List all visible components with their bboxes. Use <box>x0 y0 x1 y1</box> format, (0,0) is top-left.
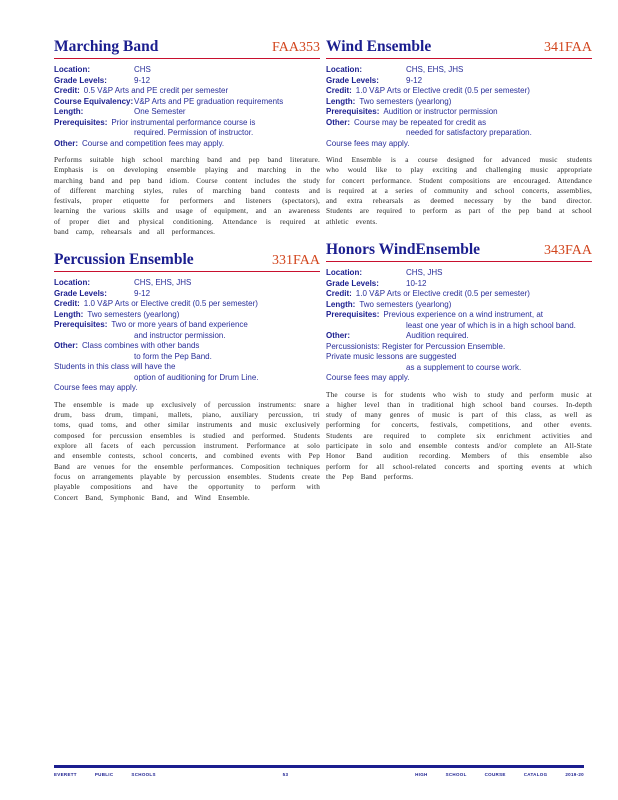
prerequisites-label: Prerequisites: <box>54 320 108 330</box>
location-label: Location: <box>54 65 90 74</box>
note-line: Private music lessons are suggested <box>326 352 457 362</box>
course-code: FAA353 <box>272 40 320 55</box>
credit-label: Credit: <box>326 289 352 299</box>
credit-value: 1.0 V&P Arts or Elective credit (0.5 per semester) <box>355 289 530 299</box>
location-value: CHS, EHS, JHS <box>134 278 192 288</box>
location-label: Location: <box>326 65 362 74</box>
prerequisites-label: Prerequisites: <box>54 117 108 127</box>
other-label: Other: <box>326 331 350 341</box>
course-meta <box>54 65 320 149</box>
course-header <box>54 38 320 59</box>
prerequisites-continued: least one year of which is in a high school band. <box>406 320 576 330</box>
note-line: Percussionists: Register for Percussion Ensemble. <box>326 341 506 351</box>
footer-word: HIGH <box>415 772 428 777</box>
course-header <box>326 38 592 59</box>
footer-word: COURSE <box>484 772 506 777</box>
course-equivalency-value: V&P Arts and PE graduation requirements <box>134 96 284 106</box>
footer-word: PUBLIC <box>94 772 114 777</box>
footer-word: SCHOOL <box>445 772 467 777</box>
location-label: Location: <box>54 278 90 288</box>
grade-levels-value: 9-12 <box>406 75 423 85</box>
course-meta <box>326 65 592 149</box>
course-description: The ensemble is made up exclusively of percussion instruments: snare drum, bass drum, timpani, mallets, piano, auxiliary percussion, tri toms, quad toms, and other similar instruments and music exclusively composed for percussion ensembles is studied and performed. Students explore all facets of each percussion instrument. Performance at solo and ensemble contests, school concerts, and combined events with Pep Band are venues for the ensemble performances. Composition techniques focus on arrangements playable by percussion ensembles. Students create playable compositions and have the opportunity to perform with Concert Band, Symphonic Band, and Wind Ensemble. <box>54 400 320 502</box>
course-title: Percussion Ensemble <box>54 251 194 269</box>
page-number: 53 <box>282 772 289 777</box>
course-header <box>326 241 592 262</box>
prerequisites-value: Prior instrumental performance course is <box>111 117 256 127</box>
location-value: CHS, JHS <box>406 268 443 278</box>
course-equivalency-label: Course Equivalency: <box>54 96 134 106</box>
course-title: Wind Ensemble <box>326 38 432 55</box>
credit-value: 0.5 V&P Arts and PE credit per semester <box>83 86 229 95</box>
footer-word: EVERETT <box>54 772 77 777</box>
note-continued: as a supplement to course work. <box>406 362 522 372</box>
other-value: Class combines with other bands <box>82 341 200 351</box>
credit-label: Credit: <box>54 299 80 309</box>
prerequisites-value: Previous experience on a wind instrument, at <box>383 310 543 320</box>
length-value: Two semesters (yearlong) <box>359 96 452 106</box>
course-meta <box>326 268 592 384</box>
page-footer <box>54 765 584 777</box>
length-value: Two semesters (yearlong) <box>359 299 452 309</box>
grade-levels-value: 9-12 <box>134 75 151 85</box>
other-continued: needed for satisfactory preparation. <box>406 128 532 137</box>
footer-district <box>54 772 156 777</box>
credit-value: 1.0 V&P Arts or Elective credit (0.5 per semester) <box>83 299 258 309</box>
other-continued: to form the Pep Band. <box>134 351 212 361</box>
footer-word: SCHOOLS <box>131 772 156 777</box>
other-label: Other: <box>54 138 78 148</box>
right-column <box>326 38 592 496</box>
length-value: Two semesters (yearlong) <box>87 309 180 319</box>
course-code: 341FAA <box>544 40 592 55</box>
course-marching-band <box>54 38 320 237</box>
prerequisites-continued: required. Permission of instructor. <box>134 128 254 137</box>
other-value: Course and competition fees may apply. <box>82 138 225 148</box>
prerequisites-value: Audition or instructor permission <box>383 107 498 116</box>
grade-levels-label: Grade Levels: <box>326 75 379 85</box>
other-label: Other: <box>326 117 350 127</box>
footer-catalog <box>415 772 584 777</box>
other-value: Course may be repeated for credit as <box>354 117 487 127</box>
note-continued: option of auditioning for Drum Line. <box>134 372 259 382</box>
credit-label: Credit: <box>326 86 352 95</box>
fees-note: Course fees may apply. <box>54 383 138 393</box>
left-column <box>54 38 320 517</box>
grade-levels-label: Grade Levels: <box>54 75 107 85</box>
grade-levels-value: 9-12 <box>134 288 151 298</box>
grade-levels-value: 10-12 <box>406 278 427 288</box>
grade-levels-label: Grade Levels: <box>54 288 107 298</box>
credit-label: Credit: <box>54 86 80 95</box>
course-percussion-ensemble <box>54 251 320 502</box>
prerequisites-label: Prerequisites: <box>326 107 380 116</box>
length-label: Length: <box>54 309 84 319</box>
course-code: 331FAA <box>272 253 320 269</box>
location-value: CHS, EHS, JHS <box>406 65 464 74</box>
course-wind-ensemble <box>326 38 592 227</box>
fees-note: Course fees may apply. <box>326 373 410 383</box>
footer-word: 2019-20 <box>565 772 584 777</box>
fees-note: Course fees may apply. <box>326 138 410 148</box>
prerequisites-value: Two or more years of band experience <box>111 320 248 330</box>
course-description: Performs suitable high school marching band and pep band literature. Emphasis is on developing ensemble playing and marching in the marching band and pep band idiom. Course content includes the study of different marching styles, rules of marching band contests and festivals, proper etiquette for performers and listeners (spectators), learning the various skills and usage of equipment, and an awareness of proper diet and physical conditioning. Attendance is required at band camp, rehearsals and all performances. <box>54 156 320 237</box>
prerequisites-continued: and instructor permission. <box>134 330 226 340</box>
course-honors-wind-ensemble <box>326 241 592 482</box>
length-label: Length: <box>326 299 356 309</box>
length-label: Length: <box>54 107 84 116</box>
length-label: Length: <box>326 96 356 106</box>
location-value: CHS <box>134 65 151 74</box>
course-title: Honors WindEnsemble <box>326 241 481 259</box>
course-description: Wind Ensemble is a course designed for advanced music students who would like to play exciting and challenging music appropriate for concert performance. Student compositions are encouraged. Attendance is required at a series of community and school concerts, assemblies, and extra rehearsals as deemed necessary by the band director. Students are required to perform as part of the pep band at school athletic events. <box>326 156 592 226</box>
footer-word: CATALOG <box>523 772 548 777</box>
course-code: 343FAA <box>544 243 592 259</box>
course-header <box>54 251 320 272</box>
course-title: Marching Band <box>54 38 159 55</box>
location-label: Location: <box>326 268 362 278</box>
note-line: Students in this class will have the <box>54 362 176 372</box>
grade-levels-label: Grade Levels: <box>326 278 379 288</box>
course-description: The course is for students who wish to study and perform music at a higher level than in traditional high school band courses. In-depth study of many genres of music is part of this class, as well as performing for concerts, festivals, competitions, and other events. Students are required to complete six enrichment activities and participate in solo and ensemble contests and/or complete an All-State Honor Band audition recording. Members of this ensemble also perform for all school-related concerts and sporting events at which the Pep Band performs. <box>326 390 592 481</box>
prerequisites-label: Prerequisites: <box>326 310 380 320</box>
length-value: One Semester <box>134 107 186 116</box>
course-meta <box>54 278 320 394</box>
other-label: Other: <box>54 341 78 351</box>
other-value: Audition required. <box>406 331 469 341</box>
credit-value: 1.0 V&P Arts or Elective credit (0.5 per semester) <box>355 86 530 95</box>
